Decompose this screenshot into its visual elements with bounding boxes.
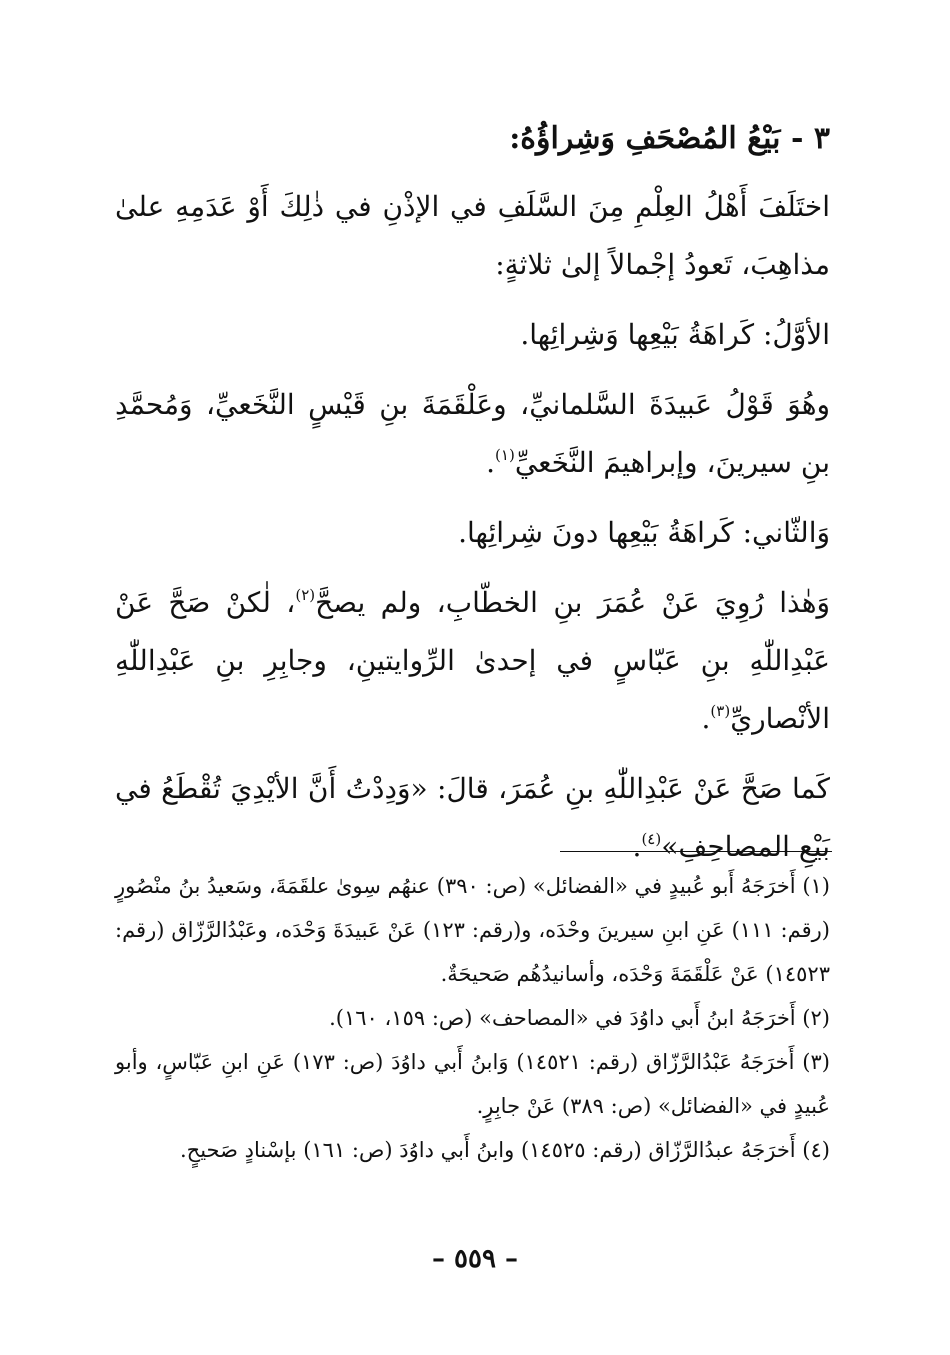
footnote-divider — [560, 851, 832, 852]
footnote-ref-2: (٢) — [295, 586, 316, 604]
main-text — [115, 110, 830, 888]
footnotes — [115, 864, 830, 1172]
footnote-1: (١) أَخرَجَهُ أَبو عُبيدٍ في «الفضائل» (ص: ٣٩٠) عنهُم سِوىٰ علقَمَةَ، وسَعيدُ بنُ منْصُورٍ (رقم: ١١١) عَنِ ابنِ سيرينَ وحْدَه، و(رقم: ١٢٣) عَنْ عَبيدَةَ وَحْدَه، وعَبْدُالرَّزّاق (رقم: ١٤٥٢٣) عَنْ عَلْقَمَةَ وَحْدَه، وأسانيدُهُم صَحيحَةٌ. — [115, 874, 830, 986]
footnote-ref-4: (٤) — [641, 830, 662, 848]
paragraph-first-opinion: الأوَّلُ: كَراهَةُ بَيْعِها وَشِرائِها. — [520, 318, 830, 351]
paragraph-second-opinion-sources: وَهٰذا رُوِيَ عَنْ عُمَرَ بنِ الخطّابِ، ولم يصحَّ$^{(٢)}$، لٰكنْ صَحَّ عَنْ عَبْدِاللّٰهِ بنِ عَبّاسٍ في إحدىٰ الرِّوايتينِ، وجابِرِ بنِ عَبْدِاللّٰهِ الأنْصاريِّ$^{(٣)}$. — [115, 586, 830, 735]
footnote-3: (٣) أَخرَجَهُ عَبْدُالرَّزّاق (رقم: ١٤٥٢١) وَابنُ أَبي داوُدَ (ص: ١٧٣) عَنِ ابنِ عَبّاسٍ، وأبو عُبيدٍ في «الفضائل» (ص: ٣٨٩) عَنْ جابِرٍ. — [115, 1050, 830, 1118]
section-heading: ٣ - بَيْعُ المُصْحَفِ وَشِراؤُهُ: — [509, 121, 830, 156]
page-number: – ٥٥٩ – — [431, 1244, 519, 1274]
paragraph-second-opinion: وَالثّاني: كَراهَةُ بَيْعِها دونَ شِرائِها. — [458, 516, 830, 549]
paragraph-first-opinion-sources: وهُوَ قَوْلُ عَبيدَةَ السَّلمانيِّ، وعَلْقَمَةَ بنِ قَيْسٍ النَّخَعيِّ، وَمُحمَّدِ بنِ سيرينَ، وإبراهيمَ النَّخَعيِّ$^{(١)}$. — [115, 388, 830, 479]
paragraph-ibn-umar-quote: كَما صَحَّ عَنْ عَبْدِاللّٰهِ بنِ عُمَرَ، قالَ: «وَدِدْتُ أَنَّ الأيْدِيَ تُقْطَعُ في بَيْعِ المصاحِفِ»$^{(٤)}$. — [115, 772, 830, 863]
footnote-ref-3: (٣) — [710, 702, 731, 720]
footnote-4: (٤) أَخرَجَهُ عبدُالرَّزّاق (رقم: ١٤٥٢٥) وابنُ أَبي داوُدَ (ص: ١٦١) بإسْنادٍ صَحيحٍ. — [179, 1138, 830, 1162]
footnote-ref-1: (١) — [495, 446, 515, 464]
footnote-2: (٢) أَخرَجَهُ ابنُ أَبي داوُدَ في «المصاحف» (ص: ١٥٩، ١٦٠). — [329, 1006, 830, 1030]
paragraph-intro: اختَلَفَ أَهْلُ العِلْمِ مِنَ السَّلَفِ في الإذْنِ في ذٰلِكَ أَوْ عَدَمِهِ علىٰ مذاهِبَ، تَعودُ إجْمالاً إلىٰ ثلاثةٍ: — [115, 190, 830, 281]
